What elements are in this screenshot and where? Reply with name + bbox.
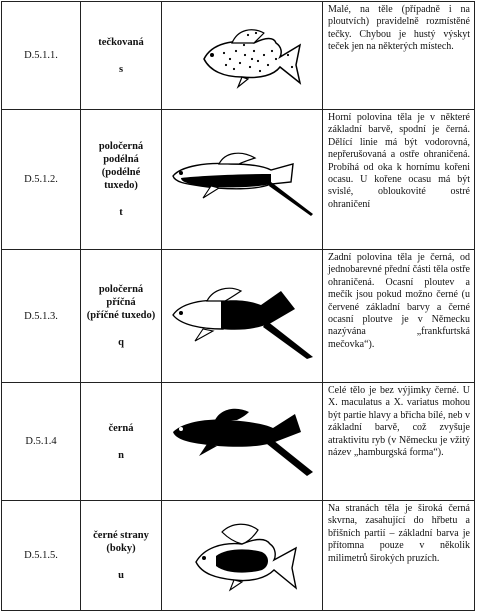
spotted-platy-icon — [182, 21, 302, 91]
row-code: D.5.1.4 — [2, 383, 81, 501]
tuxedo-swordtail-icon — [167, 140, 317, 220]
row-image — [162, 110, 323, 250]
name-line: (podélné — [101, 167, 141, 178]
row-code: D.5.1.1. — [2, 2, 81, 110]
row-symbol: s — [118, 63, 124, 75]
row-symbol: n — [118, 449, 124, 461]
name-line: podélná — [103, 154, 139, 165]
row-description: Zadní polovina těla je černá, od jednobarevné přední části těla ostře ohraničená. Ocasní ploutev a mečík jsou pokud možno černé (u červené základní barvy a černé ocasní ploutve je v Německu nazývána „frankfurtská mečovka“). — [323, 250, 475, 383]
name-line: černé strany — [93, 530, 149, 541]
name-line: (boky) — [106, 543, 136, 554]
row-description: Na stranách těla je široká černá skvrna, zasahující do hřbetu a břišních partií – základní barva je přítomna pouze v několik milimetrů širokých pruzích. — [323, 501, 475, 611]
row-name — [81, 110, 162, 250]
name-line: černá — [108, 422, 134, 434]
row-description: Horní polovina těla je v některé základní barvě, spodní je černá. Dělící linie má být vodorovná, nepřerušovaná a ostře ohraničená. Probíhá od oka k hornímu kořeni ocasu. U kořene ocasu má být svislé, obloukovité ostré ohraničení — [323, 110, 475, 250]
name-line: poločerná — [98, 284, 144, 295]
black-swordtail-icon — [167, 402, 317, 482]
row-code: D.5.1.2. — [2, 110, 81, 250]
row-name — [81, 383, 162, 501]
row-image — [162, 383, 323, 501]
black-sided-platy-icon — [182, 516, 302, 596]
row-name — [81, 501, 162, 611]
name-line: tuxedo) — [104, 180, 138, 191]
row-image — [162, 250, 323, 383]
row-code: D.5.1.5. — [2, 501, 81, 611]
half-black-swordtail-icon — [167, 271, 317, 361]
name-line: příčná — [106, 297, 136, 308]
row-description: Malé, na těle (případně i na ploutvích) pravidelně rozmístěné tečky. Chybou je hustý výskyt teček jen na některých místech. — [323, 2, 475, 110]
name-line: tečkovaná — [98, 36, 144, 48]
row-symbol: u — [118, 570, 124, 581]
row-code: D.5.1.3. — [2, 250, 81, 383]
row-name — [81, 250, 162, 383]
fish-pattern-table — [1, 1, 475, 611]
row-image — [162, 2, 323, 110]
row-name — [81, 2, 162, 110]
table-row — [2, 501, 475, 611]
table-row — [2, 2, 475, 110]
table-row — [2, 250, 475, 383]
row-description: Celé tělo je bez výjimky černé. U X. maculatus a X. variatus mohou být partie hlavy a břicha bílé, neb v základní barvě, což zvyšuje atraktivitu ryb (v Německu je vžitý název „hamburgská forma“). — [323, 383, 475, 501]
row-symbol: q — [118, 337, 124, 348]
row-symbol: t — [119, 207, 123, 218]
table-row — [2, 383, 475, 501]
row-image — [162, 501, 323, 611]
name-line: (příčné tuxedo) — [86, 310, 156, 321]
table-row — [2, 110, 475, 250]
name-line: poločerná — [98, 141, 144, 152]
